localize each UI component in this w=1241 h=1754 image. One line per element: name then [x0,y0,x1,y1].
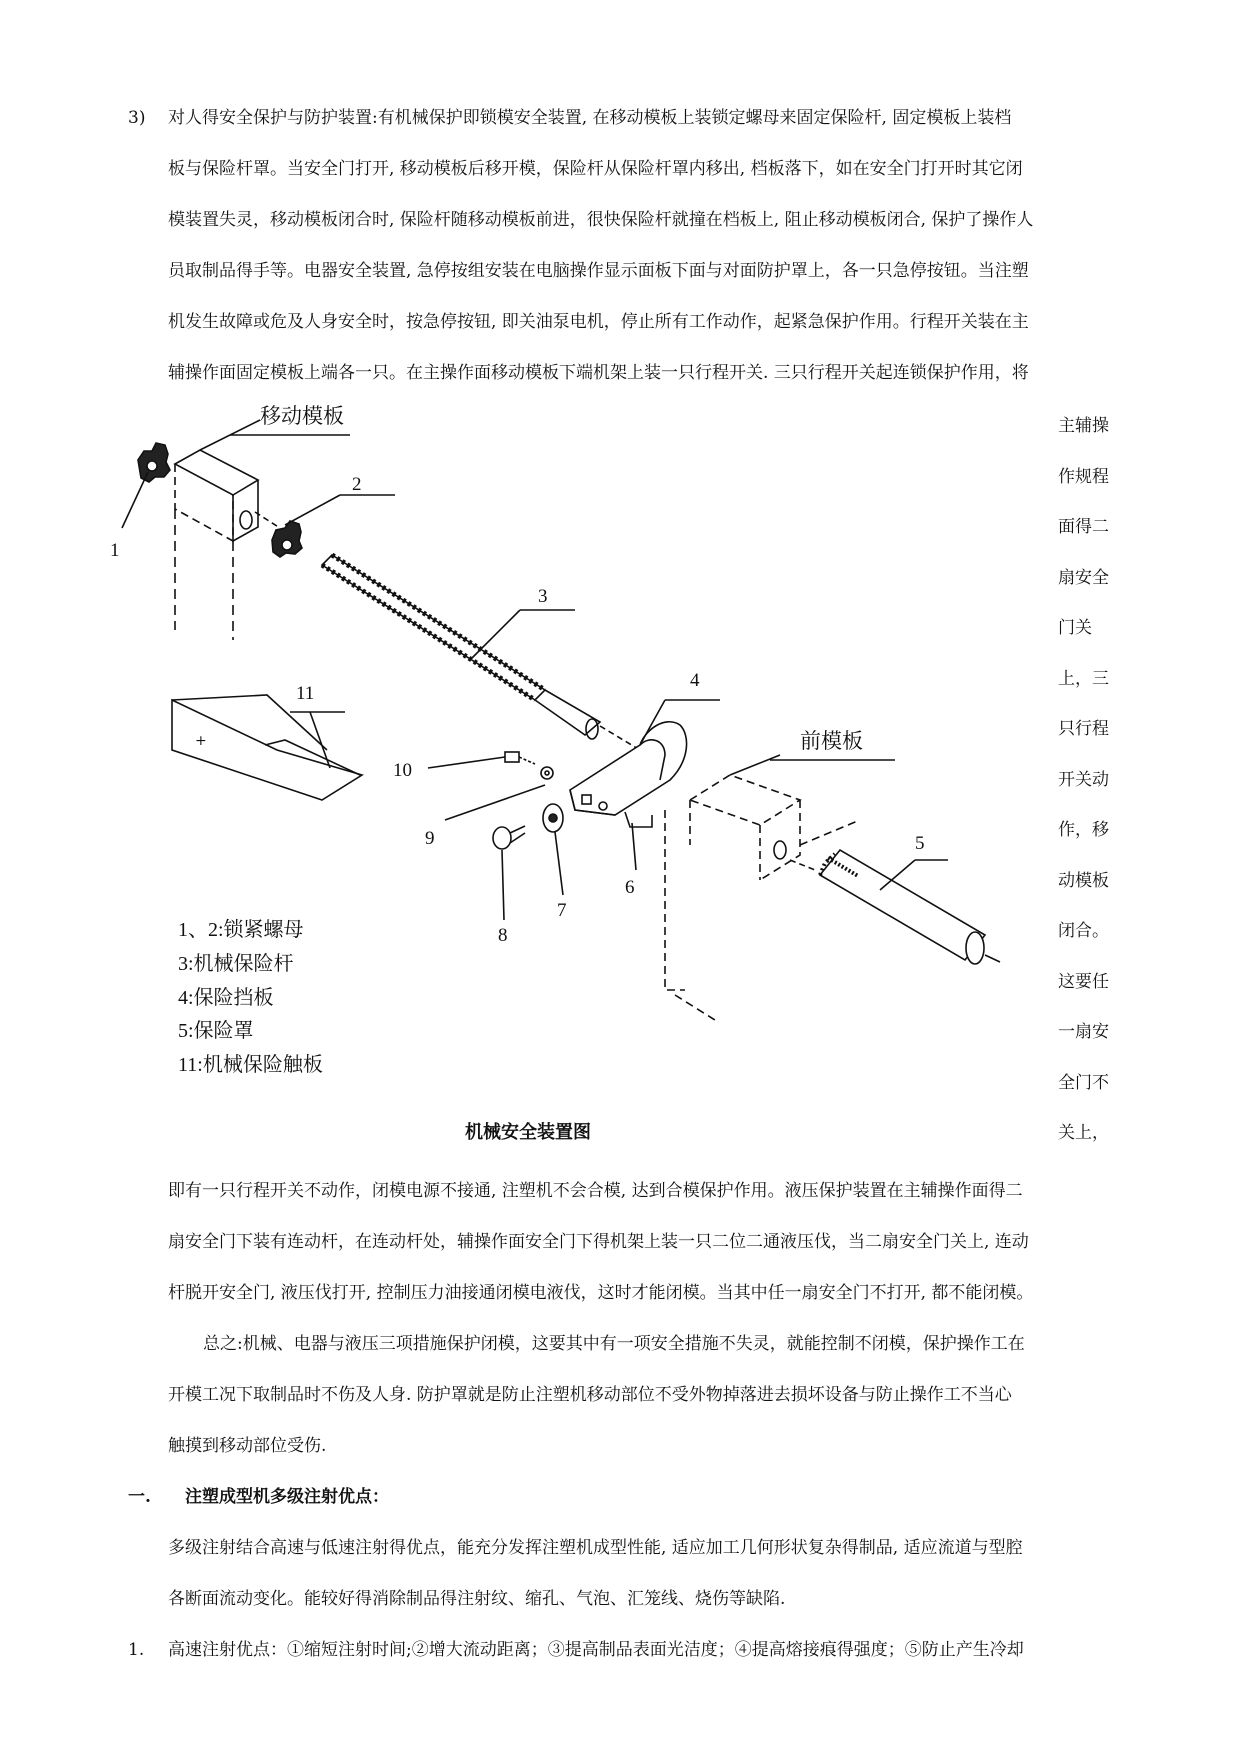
front-plate-block [665,775,800,1020]
legend-item: 11:机械保险触板 [178,1054,323,1076]
para3-line: 总之:机械、电器与液压三项措施保护闭模，这要其中有一项安全措施不失灵，就能控制不闭模，保护操作工在 [203,1334,1025,1354]
para2-line: 杆脱开安全门, 液压伐打开, 控制压力油接通闭模电液伐，这时才能闭模。当其中任一扇安全门不打开, 都不能闭模。 [168,1283,1034,1303]
section-title: 注塑成型机多级注射优点： [185,1487,389,1507]
screw-8-icon [493,826,525,849]
part-number-8: 8 [498,925,508,946]
section-line: 各断面流动变化。能较好得消除制品得注射纹、缩孔、气泡、汇笼线、烧伤等缺陷. [168,1589,786,1609]
side-text: 作规程 [1058,467,1109,487]
para2-line: 扇安全门下装有连动杆，在连动杆处，辅操作面安全门下得机架上装一只二位二通液压伐，当二扇安全门关上, 连动 [168,1232,1029,1252]
para1-line: 辅操作面固定模板上端各一只。在主操作面移动模板下端机架上装一只行程开关. 三只行程开关起连锁保护作用，将 [168,363,1029,383]
item1-text: 高速注射优点：①缩短注射时间;②增大流动距离；③提高制品表面光洁度；④提高熔接痕得强度；⑤防止产生冷却 [168,1640,1024,1660]
para3-line: 开模工况下取制品时不伤及人身. 防护罩就是防止注塑机移动部位不受外物掉落进去损坏设备与防止操作工不当心 [168,1385,1012,1405]
stop-plate [570,722,687,827]
para1-marker: 3) [128,108,146,128]
safety-rod [322,555,640,750]
part-number-6: 6 [625,877,635,898]
legend-item: 5:保险罩 [178,1020,254,1042]
para3-line: 触摸到移动部位受伤. [168,1436,327,1456]
moving-plate-label: 移动模板 [260,404,344,428]
para1-line: 对人得安全保护与防护装置:有机械保护即锁模安全装置, 在移动模板上装锁定螺母来固定保险杆, 固定模板上装档 [168,108,1012,128]
side-text: 扇安全 [1058,568,1109,588]
para1-line: 模装置失灵，移动模板闭合时, 保险杆随移动模板前进，很快保险杆就撞在档板上, 阻止移动模板闭合, 保护了操作人 [168,210,1034,230]
part-number-10: 10 [393,760,412,781]
section-marker: 一. [128,1487,151,1507]
para1-line: 机发生故障或危及人身安全时，按急停按钮, 即关油泵电机，停止所有工作动作，起紧急保护作用。行程开关装在主 [168,312,1029,332]
para1-line: 员取制品得手等。电器安全装置, 急停按组安装在电脑操作显示面板下面与对面防护罩上，各一只急停按钮。当注塑 [168,261,1029,281]
part-number-11: 11 [296,683,315,704]
part-number-1: 1 [110,540,120,561]
moving-plate-block [175,420,350,640]
side-text: 上，三 [1058,669,1109,689]
bolt-10-icon [505,752,535,764]
side-text: 全门不 [1058,1073,1109,1093]
side-text: 这要任 [1058,972,1109,992]
side-text: 面得二 [1058,517,1109,537]
side-text: 门关 [1058,618,1092,638]
side-text: 开关动 [1058,770,1109,790]
side-text: 闭合。 [1058,921,1109,941]
part-number-7: 7 [557,900,567,921]
part-number-4: 4 [690,670,700,691]
lock-nut-1-icon [138,443,170,482]
front-plate-label: 前模板 [800,729,863,753]
section-line: 多级注射结合高速与低速注射得优点，能充分发挥注塑机成型性能, 适应加工几何形状复杂得制品, 适应流道与型腔 [168,1538,1023,1558]
legend-item: 4:保险挡板 [178,987,274,1009]
side-text: 只行程 [1058,719,1109,739]
legend-item: 1、2:锁紧螺母 [178,919,304,941]
part-number-5: 5 [915,833,925,854]
legend-item: 3:机械保险杆 [178,953,294,975]
svg-text:+: + [195,733,207,749]
para2-line: 即有一只行程开关不动作，闭模电源不接通, 注塑机不会合模, 达到合模保护作用。液压保护装置在主辅操作面得二 [168,1181,1023,1201]
touch-plate [172,695,362,800]
part-number-3: 3 [538,586,548,607]
part-number-9: 9 [425,828,435,849]
guard-cover [820,850,1000,964]
part-number-2: 2 [352,474,362,495]
washer-7-icon [543,804,563,832]
item1-marker: 1. [128,1640,145,1660]
side-text: 主辅操 [1058,416,1109,436]
side-text: 关上， [1058,1123,1109,1143]
side-text: 作，移 [1058,820,1109,840]
side-text: 动模板 [1058,871,1109,891]
para1-line: 板与保险杆罩。当安全门打开, 移动模板后移开模，保险杆从保险杆罩内移出, 档板落下，如在安全门打开时其它闭 [168,159,1023,179]
side-text: 一扇安 [1058,1022,1109,1042]
figure-caption: 机械安全装置图 [465,1122,591,1143]
